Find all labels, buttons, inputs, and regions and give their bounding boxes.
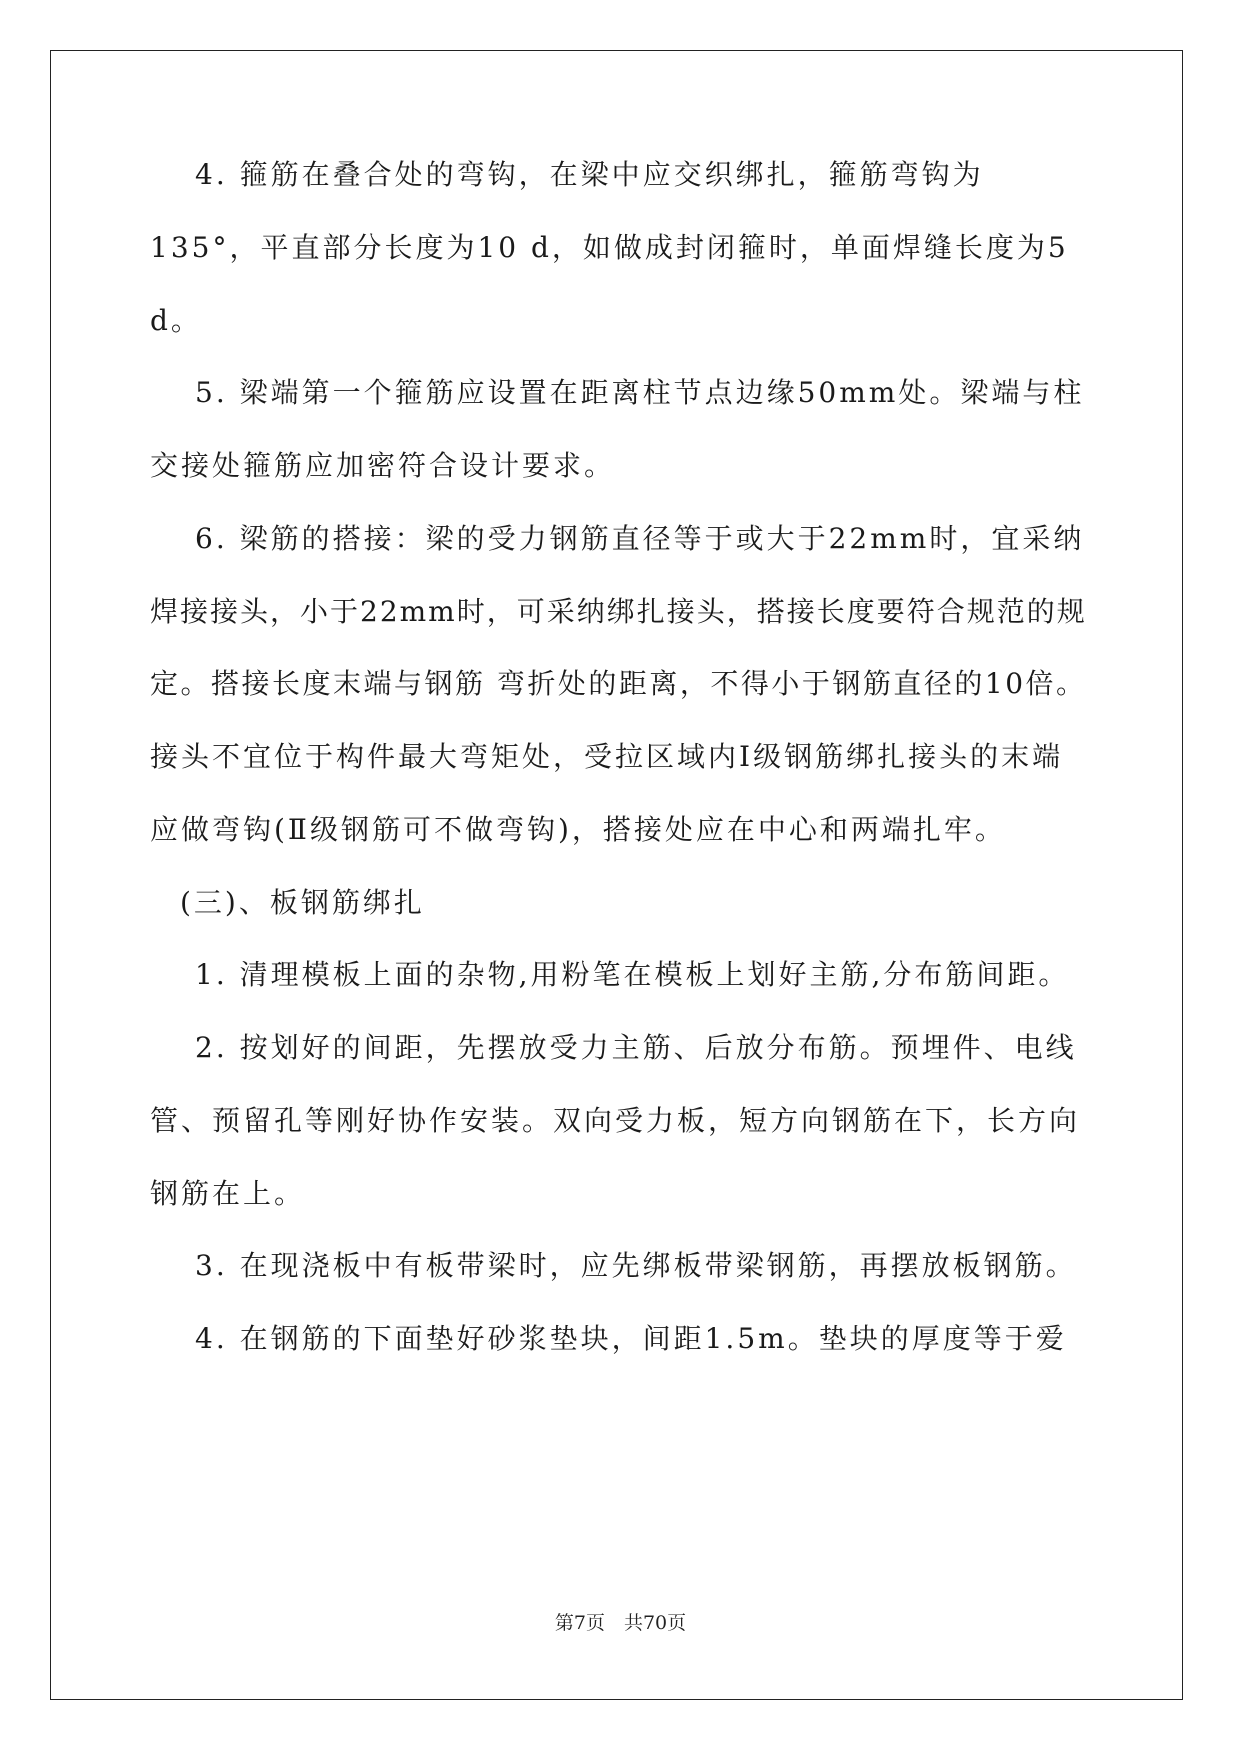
paragraph-line: 5. 梁端第一个箍筋应设置在距离柱节点边缘50mm处。梁端与柱 (195, 376, 1085, 409)
section-heading: (三)、板钢筋绑扎 (180, 886, 425, 919)
paragraph-line: 3. 在现浇板中有板带梁时，应先绑板带梁钢筋，再摆放板钢筋。 (195, 1249, 1077, 1282)
paragraph-line: d。 (150, 304, 202, 337)
paragraph-line: 管、预留孔等刚好协作安装。双向受力板，短方向钢筋在下，长方向 (150, 1104, 1081, 1137)
paragraph-line: 钢筋在上。 (150, 1177, 306, 1210)
paragraph-line: 6. 梁筋的搭接：梁的受力钢筋直径等于或大于22mm时，宜采纳 (195, 522, 1085, 555)
paragraph-line: 应做弯钩(Ⅱ级钢筋可不做弯钩)，搭接处应在中心和两端扎牢。 (150, 813, 1006, 846)
paragraph-line: 交接处箍筋应加密符合设计要求。 (150, 449, 616, 482)
paragraph-line: 2. 按划好的间距，先摆放受力主筋、后放分布筋。预埋件、电线 (195, 1031, 1077, 1064)
paragraph-line: 4. 箍筋在叠合处的弯钩，在梁中应交织绑扎，箍筋弯钩为 (195, 158, 984, 191)
paragraph-line: 4. 在钢筋的下面垫好砂浆垫块，间距1.5m。垫块的厚度等于爱 (195, 1322, 1067, 1355)
paragraph-line: 焊接接头，小于22mm时，可采纳绑扎接头，搭接长度要符合规范的规 (150, 595, 1087, 628)
paragraph-line: 定。搭接长度末端与钢筋 弯折处的距离，不得小于钢筋直径的10倍。 (150, 667, 1087, 700)
paragraph-line: 135°，平直部分长度为10 d，如做成封闭箍时，单面焊缝长度为5 (150, 231, 1069, 264)
paragraph-line: 1. 清理模板上面的杂物,用粉笔在模板上划好主筋,分布筋间距。 (195, 958, 1070, 991)
paragraph-line: 接头不宜位于构件最大弯矩处，受拉区域内Ⅰ级钢筋绑扎接头的末端 (150, 740, 1064, 773)
page-number-footer: 第7页 共70页 (554, 1612, 687, 1634)
page-border (50, 50, 1183, 1700)
